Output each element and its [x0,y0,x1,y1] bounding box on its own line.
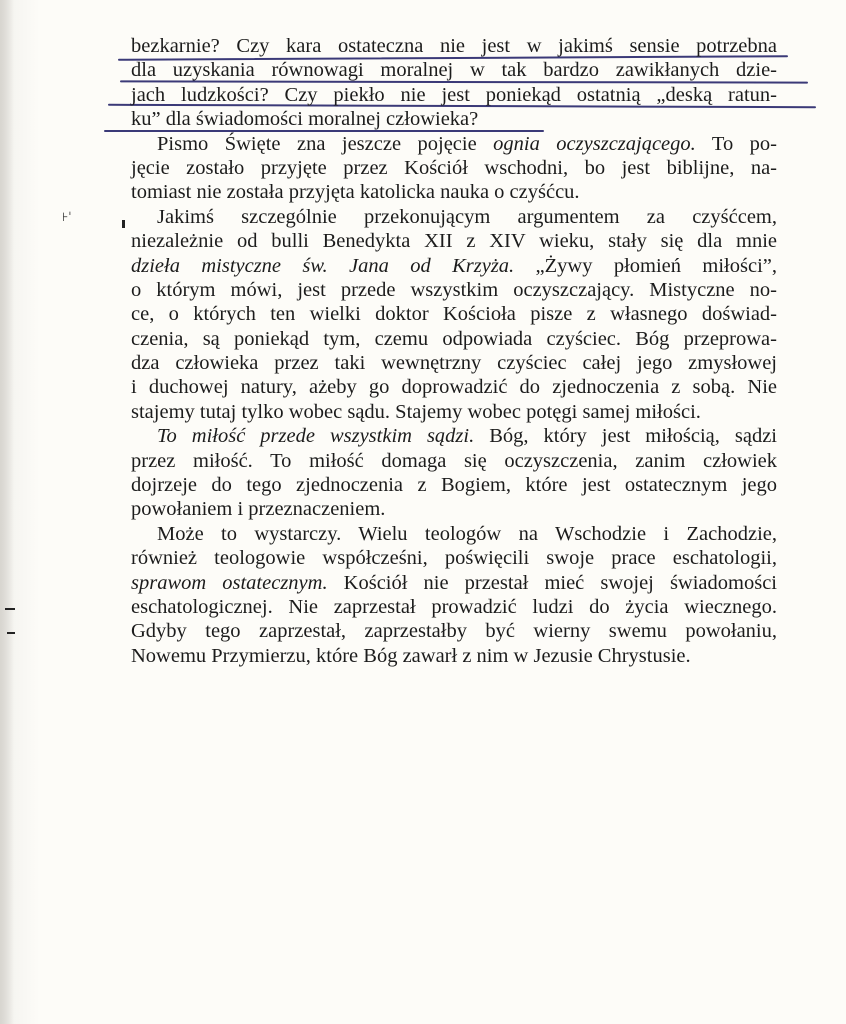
text-segment: Może to wystarczy. Wielu teologów na Wschodzie i Zachodzie, [157,522,777,545]
text-line [131,107,777,131]
text-segment: stajemy tutaj tylko wobec sądu. Stajemy wobec potęgi samej miłości. [131,400,701,423]
text-line [131,449,777,473]
text-segment: czenia, są poniekąd tym, czemu odpowiada czyściec. Bóg przeprowa- [131,327,777,350]
text-segment: Jakimś szczególnie przekonującym argumentem za czyśćcem, [157,205,777,228]
margin-tick-mark [5,608,15,610]
text-line [131,205,777,229]
text-segment: jach ludzkości? Czy piekło nie jest poniekąd ostatnią „deską ratun- [131,83,777,106]
text-segment: również teologowie współcześni, poświęcili swoje prace eschatologii, [131,547,777,570]
italic-text-segment: sprawom ostatecznym. [131,571,328,594]
text-line [131,278,777,302]
text-line [131,351,777,375]
text-line [131,132,777,156]
text-line [131,83,777,107]
text-line [131,571,777,595]
text-line [131,522,777,546]
text-segment: dla uzyskania równowagi moralnej w tak bardzo zawikłanych dzie- [131,59,777,82]
body-text [131,34,777,668]
text-line [131,302,777,326]
page-gutter-shadow [0,0,14,1024]
text-line [131,473,777,497]
text-segment: Gdyby tego zaprzestał, zaprzestałby być wierny swemu powołaniu, [131,620,777,643]
text-line [131,156,777,180]
text-line [131,34,777,58]
text-segment: jęcie zostało przyjęte przez Kościół wschodni, bo jest biblijne, na- [131,156,777,179]
text-line [131,327,777,351]
text-segment: „Żywy płomień miłości”, [514,254,777,277]
text-segment: Pismo Święte zna jeszcze pojęcie [157,132,494,155]
text-segment: eschatologicznej. Nie zaprzestał prowadzić ludzi do życia wiecznego. [131,595,777,618]
text-segment: i duchowej natury, ażeby go doprowadzić do zjednoczenia z sobą. Nie [131,376,777,399]
text-segment: dza człowieka przez taki wewnętrzny czyściec całej jego zmysłowej [131,352,777,375]
italic-text-segment: ognia oczyszczającego. [493,132,696,155]
text-segment: Bóg, który jest miłością, sądzi [474,425,777,448]
text-segment: niezależnie od bulli Benedykta XII z XIV wieku, stały się dla mnie [131,230,777,253]
text-segment: tomiast nie została przyjęta katolicka nauka o czyśćcu. [131,181,580,204]
text-segment: ce, o których ten wielki doktor Kościoła pisze z własnego doświad- [131,303,777,326]
text-line [131,400,777,424]
text-line [131,497,777,521]
text-line [131,375,777,399]
margin-annotation-mark: ⊦ˈ [62,210,72,224]
text-segment: To po- [695,132,778,155]
text-line [131,644,777,668]
text-segment: dojrzeje do tego zjednoczenia z Bogiem, które jest ostatecznym jego [131,474,777,497]
text-segment: powołaniem i przeznaczeniem. [131,498,386,521]
text-line [131,229,777,253]
text-line [131,546,777,570]
margin-tick-mark [7,632,15,634]
text-segment: Nowemu Przymierzu, które Bóg zawarł z nim w Jezusie Chrystusie. [131,644,691,667]
text-line [131,595,777,619]
italic-text-segment: To miłość przede wszystkim sądzi. [157,425,475,448]
text-line [131,254,777,278]
text-segment: Kościół nie przestał mieć swojej świadomości [327,571,778,594]
text-segment: bezkarnie? Czy kara ostateczna nie jest w jakimś sensie potrzebna [131,35,777,57]
text-segment: ku” dla świadomości moralnej człowieka? [131,108,479,131]
text-segment: o którym mówi, jest przede wszystkim oczyszczający. Mistyczne no- [131,278,777,301]
text-line [131,58,777,82]
italic-text-segment: dzieła mistyczne św. Jana od Krzyża. [131,254,515,277]
text-line [131,180,777,204]
text-line [131,619,777,643]
margin-dot-mark [122,220,125,228]
text-segment: przez miłość. To miłość domaga się oczyszczenia, zanim człowiek [131,449,777,472]
text-line [131,424,777,448]
